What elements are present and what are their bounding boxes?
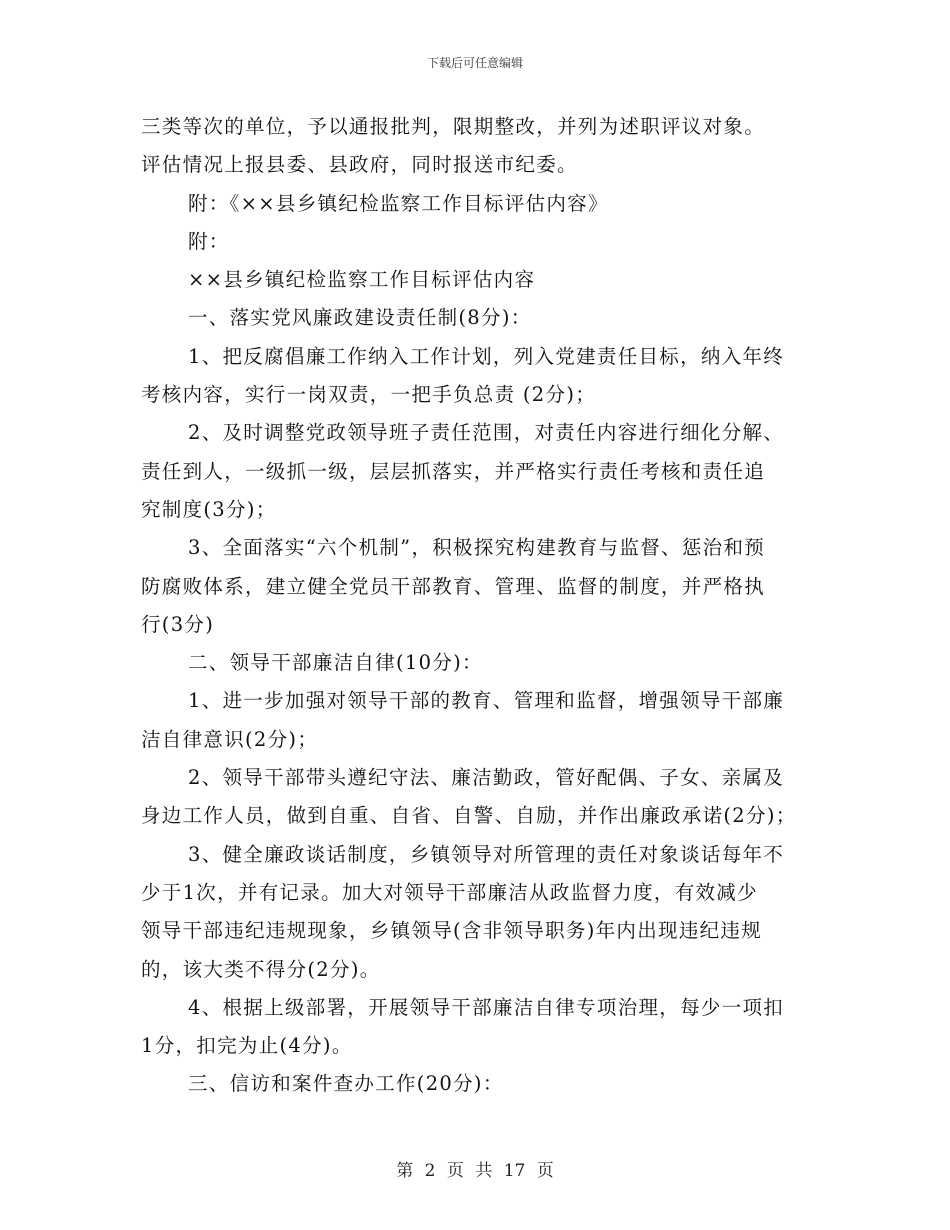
- text-line: 附：《××县乡镇纪检监察工作目标评估内容》: [188, 191, 609, 215]
- text-line: 1分，扣完为止(4分)。: [141, 1034, 353, 1058]
- text-line: 评估情况上报县委、县政府，同时报送市纪委。: [141, 153, 578, 177]
- text-line: 行(3分): [141, 612, 215, 636]
- text-line: 4、根据上级部署，开展领导干部廉洁自律专项治理，每少一项扣: [188, 995, 785, 1019]
- text-line: 三类等次的单位，予以通报批判，限期整改，并列为述职评议对象。: [141, 115, 766, 138]
- text-line: 防腐败体系，建立健全党员干部教育、管理、监督的制度，并严格执: [141, 574, 766, 598]
- text-line: 1、把反腐倡廉工作纳入工作计划，列入党建责任目标，纳入年终: [188, 344, 785, 368]
- text-line: 2、及时调整党政领导班子责任范围，对责任内容进行细化分解、: [188, 421, 785, 445]
- page-header: 下载后可任意编辑: [426, 56, 523, 70]
- text-line: 身边工作人员，做到自重、自省、自警、自励，并作出廉政承诺(2分)；: [141, 804, 797, 828]
- text-line: 领导干部违纪违规现象，乡镇领导(含非领导职务)年内出现违纪违规: [141, 919, 763, 943]
- document-body: [141, 108, 821, 1104]
- text-line: 考核内容，实行一岗双责，一把手负总责 (2分)；: [141, 383, 597, 407]
- text-line: 究制度(3分)；: [141, 497, 277, 521]
- section-heading: 一、落实党风廉政建设责任制(8分)：: [188, 306, 532, 330]
- page-footer: 第 2 页 共 17 页: [396, 1161, 554, 1181]
- text-line: 2、领导干部带头遵纪守法、廉洁勤政，管好配偶、子女、亲属及: [188, 766, 785, 790]
- text-line: 3、健全廉政谈话制度，乡镇领导对所管理的责任对象谈话每年不: [188, 842, 785, 866]
- section-heading: 二、领导干部廉洁自律(10分)：: [188, 651, 483, 675]
- text-line: 的，该大类不得分(2分)。: [141, 957, 381, 981]
- text-line: 少于1次，并有记录。加大对领导干部廉洁从政监督力度，有效减少: [141, 880, 758, 904]
- text-line: 3、全面落实“六个机制”，积极探究构建教育与监督、惩治和预: [188, 536, 766, 560]
- text-line: 附：: [188, 229, 230, 253]
- text-line: ××县乡镇纪检监察工作目标评估内容: [188, 268, 536, 292]
- section-heading: 三、信访和案件查办工作(20分)：: [188, 1072, 504, 1096]
- text-line: 洁自律意识(2分)；: [141, 727, 319, 751]
- text-line: 责任到人，一级抓一级，层层抓落实，并严格实行责任考核和责任追: [141, 459, 766, 483]
- text-line: 1、进一步加强对领导干部的教育、管理和监督，增强领导干部廉: [188, 689, 785, 713]
